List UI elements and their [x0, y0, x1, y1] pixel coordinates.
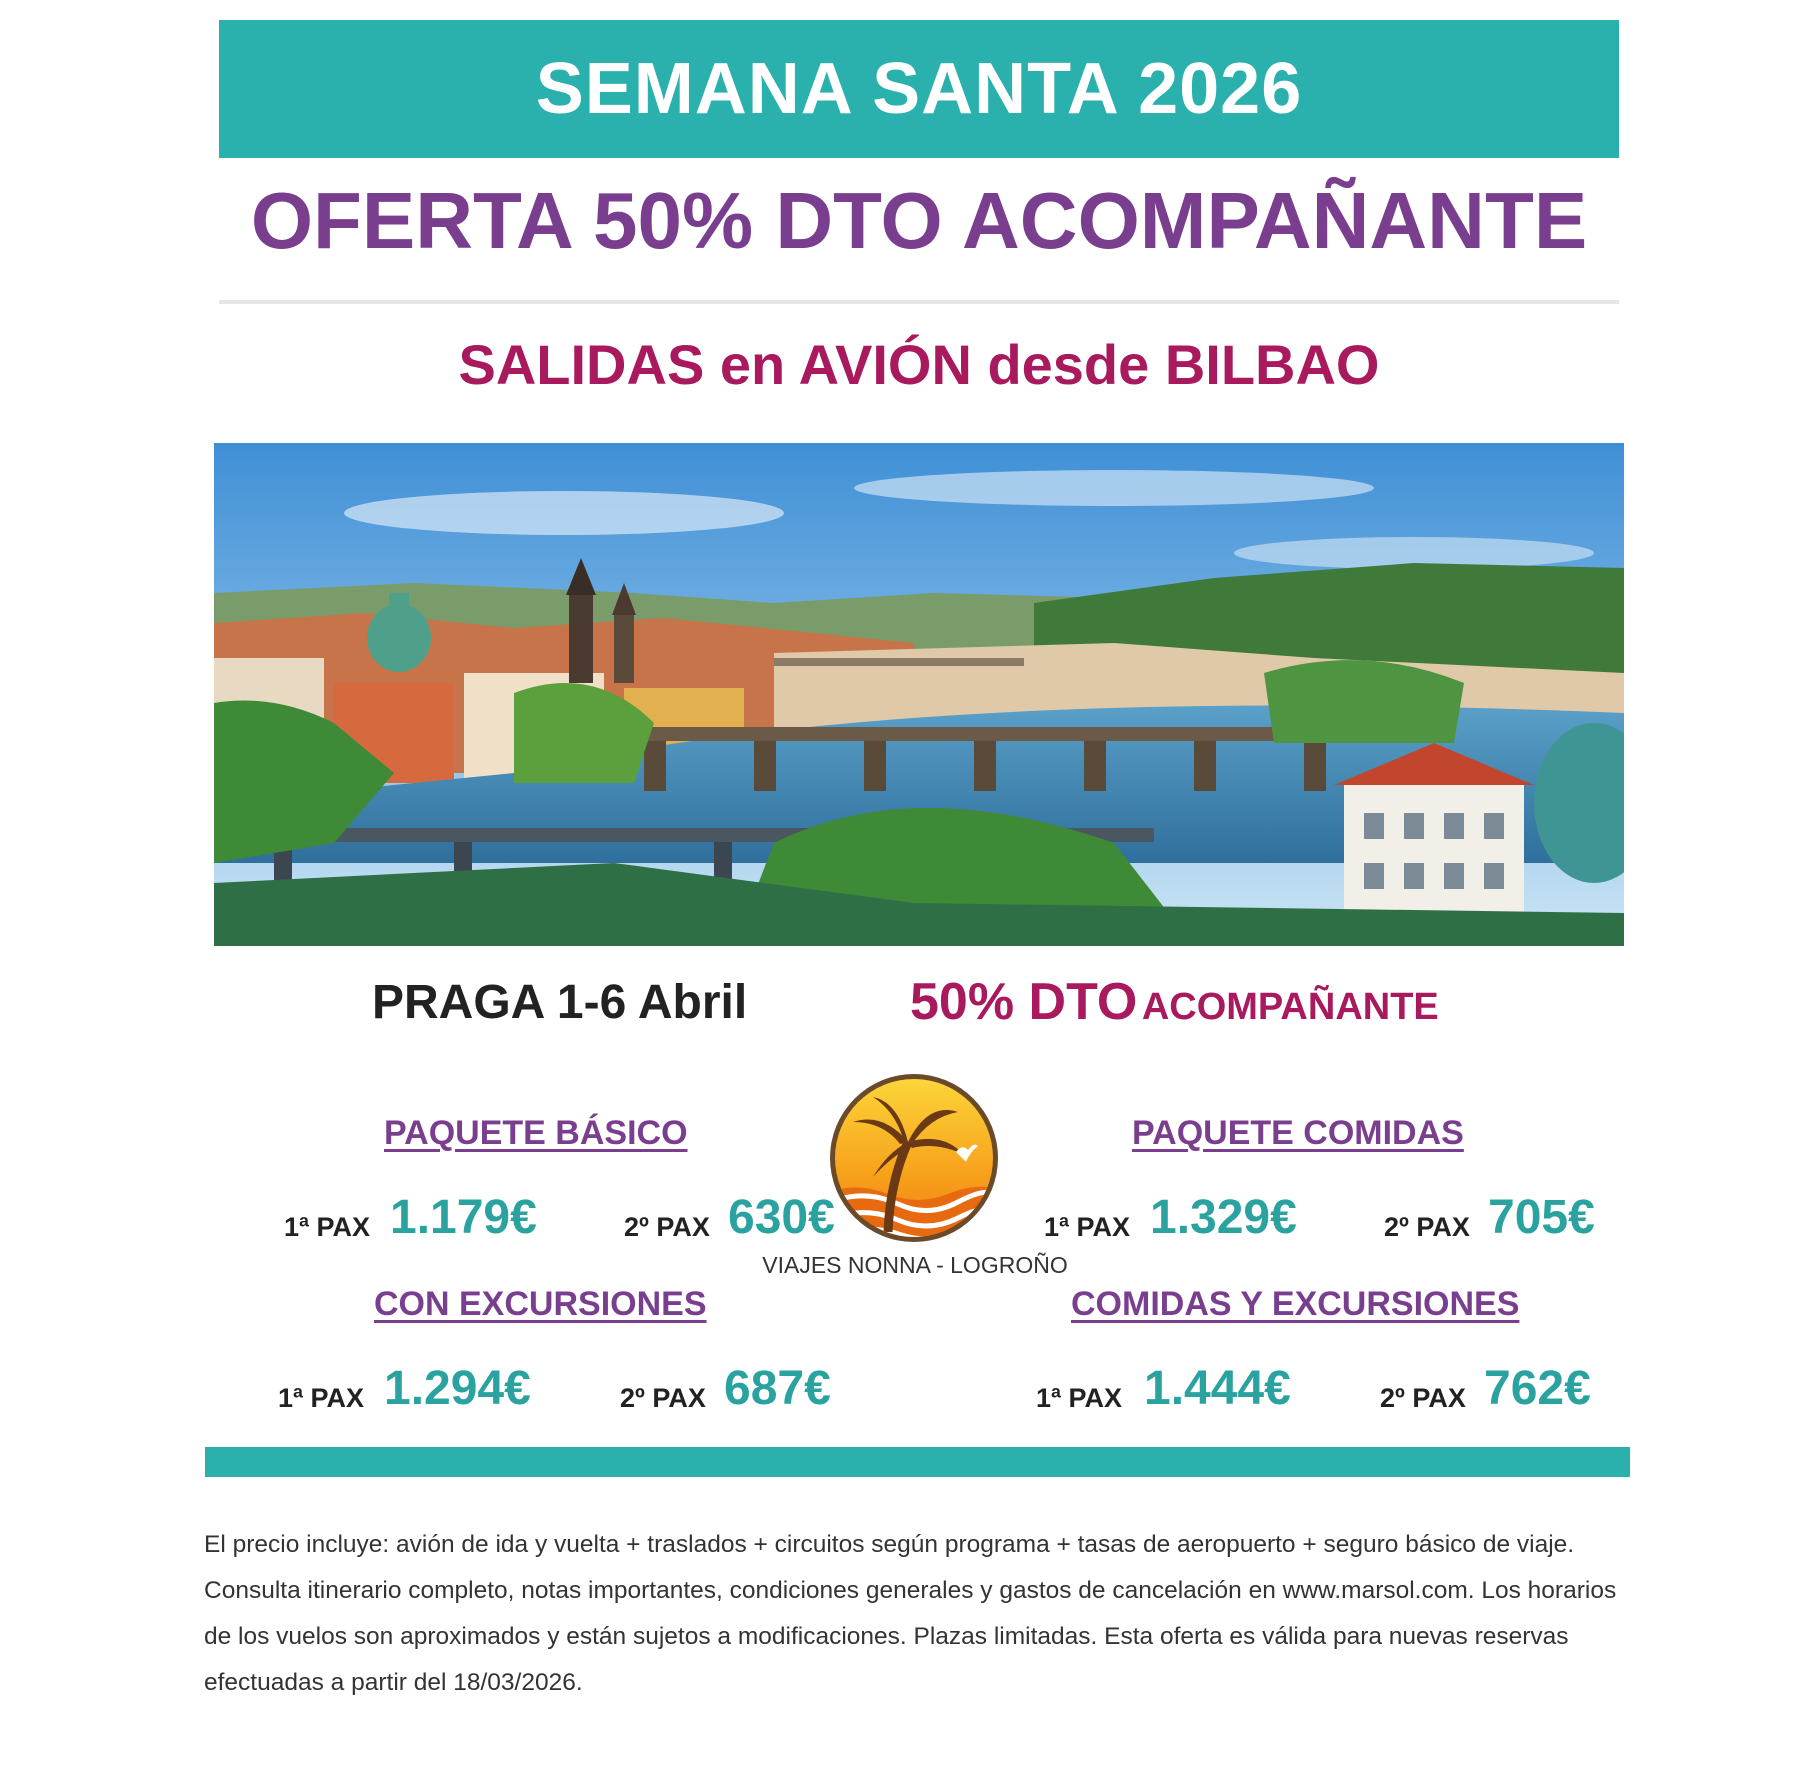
package-excursions-pax2-label: 2º PAX [620, 1383, 706, 1413]
discount-big: 50% DTO [910, 973, 1138, 1031]
divider [219, 300, 1619, 304]
package-meals-excursions-pax1-price: 1.444€ [1144, 1362, 1291, 1415]
header-banner [219, 20, 1619, 158]
prague-skyline-illustration [214, 443, 1624, 946]
palm-tree-sunset-icon [828, 1072, 1000, 1244]
logo-caption: VIAJES NONNA - LOGROÑO [762, 1252, 1068, 1278]
package-basic-pax1-price: 1.179€ [390, 1191, 537, 1244]
package-meals-pax1-label: 1ª PAX [1044, 1212, 1131, 1242]
package-meals-excursions-pax2-label: 2º PAX [1380, 1383, 1466, 1413]
destination-dates: PRAGA 1-6 Abril [372, 976, 748, 1029]
banner-title: SEMANA SANTA 2026 [535, 49, 1303, 129]
agency-logo [828, 1072, 1000, 1244]
disclaimer-text: El precio incluye: avión de ida y vuelta + traslados + circuitos según programa + tasas de aeropuerto + seguro básico de viaje. Consulta itinerario completo, notas importantes, condiciones generales y gastos de cancelación en www.marsol.com. Los horarios de los vuelos son aproximados y están sujetos a modificaciones. Plazas limitadas. Esta oferta es válida para nuevas reservas efectuadas a partir del 18/03/2026. [204, 1531, 1617, 1696]
package-meals-pax1-price: 1.329€ [1150, 1191, 1297, 1244]
discount-small: ACOMPAÑANTE [1141, 986, 1439, 1028]
package-title-meals-excursions: COMIDAS Y EXCURSIONES [1071, 1285, 1520, 1323]
package-basic-pax1-label: 1ª PAX [284, 1212, 371, 1242]
package-basic-pax2-label: 2º PAX [624, 1212, 710, 1242]
package-basic-pax2-price: 630€ [728, 1191, 835, 1244]
package-title-basic: PAQUETE BÁSICO [384, 1114, 688, 1152]
package-title-excursions: CON EXCURSIONES [374, 1285, 707, 1323]
package-meals-excursions-pax2-price: 762€ [1484, 1362, 1591, 1415]
package-meals-pax2-label: 2º PAX [1384, 1212, 1470, 1242]
offer-title: OFERTA 50% DTO ACOMPAÑANTE [250, 176, 1588, 265]
package-title-meals: PAQUETE COMIDAS [1132, 1114, 1464, 1152]
prague-photo [214, 443, 1624, 946]
footer-bar [205, 1447, 1630, 1477]
package-excursions-pax1-price: 1.294€ [384, 1362, 531, 1415]
package-meals-pax2-price: 705€ [1488, 1191, 1595, 1244]
discount-label [910, 972, 1439, 1032]
package-meals-excursions-pax1-label: 1ª PAX [1036, 1383, 1123, 1413]
departures-title: SALIDAS en AVIÓN desde BILBAO [458, 333, 1380, 396]
package-excursions-pax1-label: 1ª PAX [278, 1383, 365, 1413]
package-excursions-pax2-price: 687€ [724, 1362, 831, 1415]
